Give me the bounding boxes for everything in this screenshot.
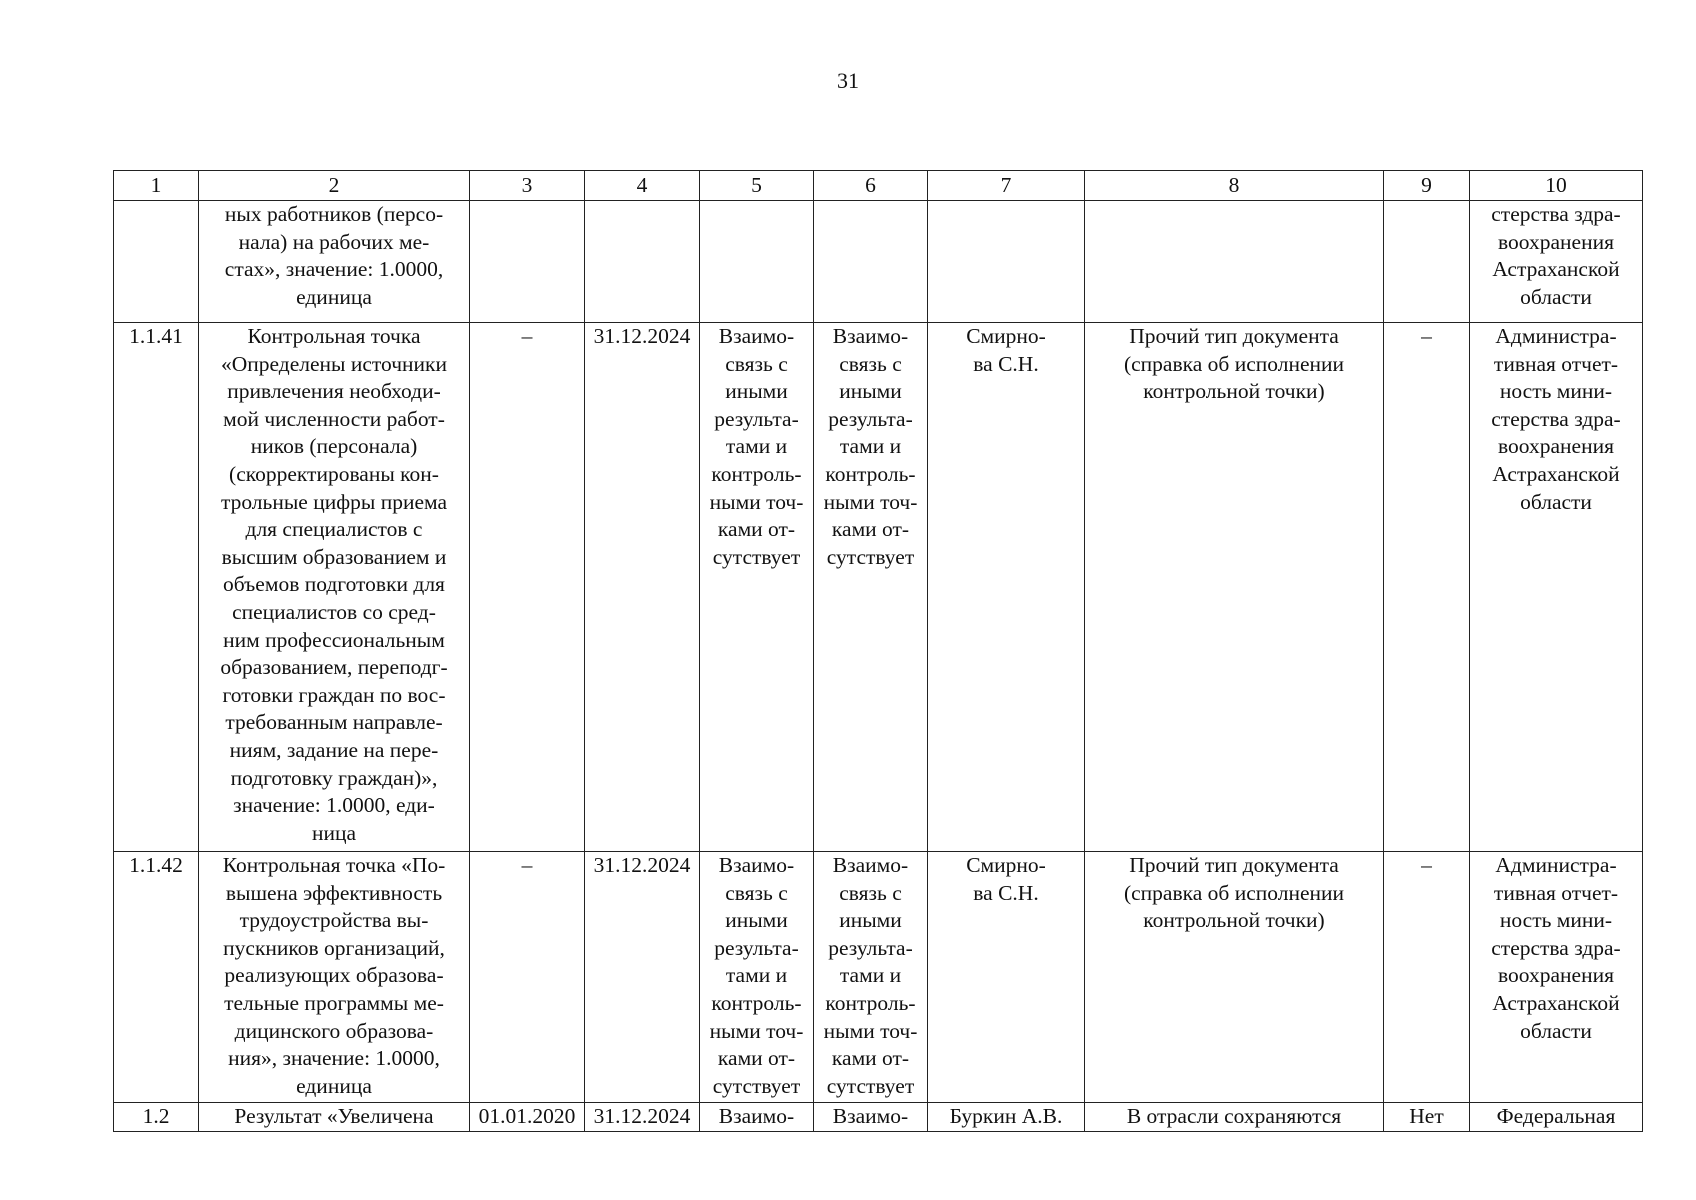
column-header: 7 — [928, 171, 1085, 201]
cell-flag: – — [1384, 852, 1470, 1103]
cell-description: ных работников (персо- нала) на рабочих ме- стах», значение: 1.0000, единица — [199, 201, 470, 323]
table-row — [114, 1103, 1643, 1132]
column-header: 5 — [700, 171, 814, 201]
cell-end-date: 31.12.2024 — [585, 323, 700, 852]
cell-flag: Нет — [1384, 1103, 1470, 1132]
column-header: 2 — [199, 171, 470, 201]
cell-number: 1.2 — [114, 1103, 199, 1132]
cell-responsible: Смирно- ва С.Н. — [928, 323, 1085, 852]
cell-description: Контрольная точка «По- вышена эффективность трудоустройства вы- пускников организаций, реализующих образова- тельные программы ме- дицинского образова- ния», значение: 1.0000, единица — [199, 852, 470, 1103]
column-header: 9 — [1384, 171, 1470, 201]
cell-number: 1.1.41 — [114, 323, 199, 852]
cell-document-type — [1085, 201, 1384, 323]
cell-source: Администра- тивная отчет- ность мини- стерства здра- воохранения Астраханской области — [1470, 323, 1643, 852]
cell-relation-6 — [814, 201, 928, 323]
table-header-row — [114, 171, 1643, 201]
cell-start-date: – — [470, 852, 585, 1103]
table-row — [114, 323, 1643, 852]
cell-relation-5: Взаимо- связь с иными результа- тами и контроль- ными точ- ками от- сутствует — [700, 323, 814, 852]
page-number: 31 — [837, 68, 859, 93]
cell-end-date — [585, 201, 700, 323]
column-header: 1 — [114, 171, 199, 201]
column-header: 4 — [585, 171, 700, 201]
cell-start-date: 01.01.2020 — [470, 1103, 585, 1132]
cell-source: Федеральная — [1470, 1103, 1643, 1132]
cell-document-type: Прочий тип документа (справка об исполнении контрольной точки) — [1085, 852, 1384, 1103]
cell-document-type: Прочий тип документа (справка об исполнении контрольной точки) — [1085, 323, 1384, 852]
cell-relation-6: Взаимо- связь с иными результа- тами и контроль- ными точ- ками от- сутствует — [814, 323, 928, 852]
table-row — [114, 852, 1643, 1103]
cell-relation-5 — [700, 201, 814, 323]
cell-start-date — [470, 201, 585, 323]
cell-number: 1.1.42 — [114, 852, 199, 1103]
cell-document-type: В отрасли сохраняются — [1085, 1103, 1384, 1132]
column-header: 10 — [1470, 171, 1643, 201]
cell-flag — [1384, 201, 1470, 323]
cell-flag: – — [1384, 323, 1470, 852]
cell-start-date: – — [470, 323, 585, 852]
cell-end-date: 31.12.2024 — [585, 852, 700, 1103]
cell-responsible — [928, 201, 1085, 323]
cell-source: стерства здра- воохранения Астраханской области — [1470, 201, 1643, 323]
cell-number — [114, 201, 199, 323]
cell-responsible: Буркин А.В. — [928, 1103, 1085, 1132]
data-table — [113, 170, 1643, 1132]
cell-relation-6: Взаимо- связь с иными результа- тами и контроль- ными точ- ками от- сутствует — [814, 852, 928, 1103]
cell-relation-5: Взаимо- связь с иными результа- тами и контроль- ными точ- ками от- сутствует — [700, 852, 814, 1103]
cell-description: Результат «Увеличена — [199, 1103, 470, 1132]
cell-relation-6: Взаимо- — [814, 1103, 928, 1132]
cell-source: Администра- тивная отчет- ность мини- стерства здра- воохранения Астраханской области — [1470, 852, 1643, 1103]
cell-description: Контрольная точка «Определены источники привлечения необходи- мой численности работ- ников (персонала) (скорректированы кон- трольные цифры приема для специалистов с высшим образованием и объемов подготовки для специалистов со сред- ним профессиональным образованием, переподг- готовки граждан по вос- требованным направле- ниям, задание на пере- подготовку граждан)», значение: 1.0000, еди- ница — [199, 323, 470, 852]
column-header: 8 — [1085, 171, 1384, 201]
cell-responsible: Смирно- ва С.Н. — [928, 852, 1085, 1103]
table-row — [114, 201, 1643, 323]
cell-relation-5: Взаимо- — [700, 1103, 814, 1132]
cell-end-date: 31.12.2024 — [585, 1103, 700, 1132]
column-header: 6 — [814, 171, 928, 201]
column-header: 3 — [470, 171, 585, 201]
